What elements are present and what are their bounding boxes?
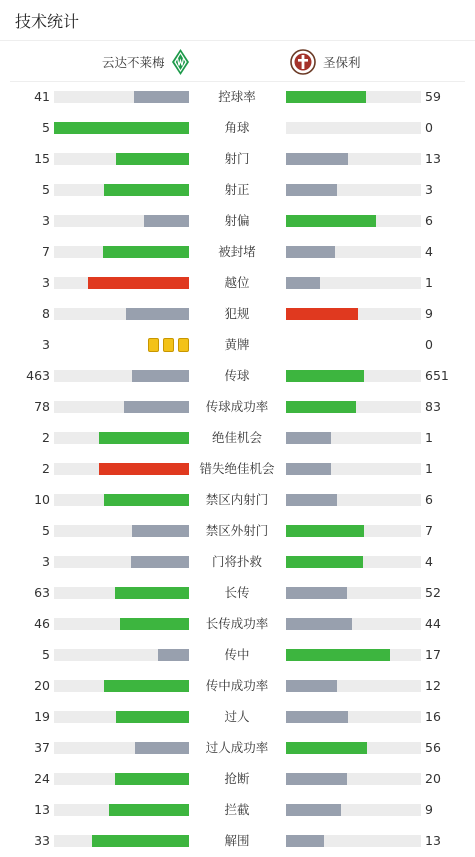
- stat-row: [0, 391, 475, 422]
- home-stat-value: 2: [42, 461, 50, 476]
- home-stat-value: 3: [42, 337, 50, 352]
- stat-label: 长传: [224, 585, 250, 600]
- away-stat-value: 13: [425, 833, 441, 848]
- home-stat-value: 41: [34, 89, 50, 104]
- away-stat-value: 651: [425, 368, 449, 383]
- home-stat-value: 37: [34, 740, 50, 755]
- away-bar-track: [286, 432, 421, 444]
- home-stat-value: 8: [42, 306, 50, 321]
- home-bar-fill: [103, 246, 189, 258]
- stat-label: 被封堵: [218, 244, 256, 259]
- away-stat-value: 17: [425, 647, 441, 662]
- home-bar-track: [54, 494, 189, 506]
- away-stat-value: 56: [425, 740, 441, 755]
- stat-row: [0, 267, 475, 298]
- away-bar-track: [286, 308, 421, 320]
- away-stat-value: 1: [425, 430, 433, 445]
- page-title: 技术统计: [15, 12, 80, 31]
- stat-row: [0, 453, 475, 484]
- home-bar-track: [54, 618, 189, 630]
- home-bar-fill: [99, 463, 189, 475]
- home-bar-track: [54, 184, 189, 196]
- home-stat-value: 15: [34, 151, 50, 166]
- home-stat-value: 78: [34, 399, 50, 414]
- stat-row: [0, 515, 475, 546]
- away-stat-value: 44: [425, 616, 441, 631]
- stat-label: 过人: [224, 709, 250, 724]
- home-bar-fill: [144, 215, 189, 227]
- stat-label: 长传成功率: [205, 616, 269, 631]
- away-bar-fill: [286, 742, 367, 754]
- stat-row: [0, 701, 475, 732]
- away-stat-value: 59: [425, 89, 441, 104]
- away-stat-value: 0: [425, 120, 433, 135]
- stat-label: 角球: [224, 120, 250, 135]
- away-bar-track: [286, 370, 421, 382]
- away-bar-fill: [286, 432, 331, 444]
- stat-label: 错失绝佳机会: [199, 461, 275, 476]
- home-bar-track: [54, 742, 189, 754]
- stat-label: 过人成功率: [205, 740, 269, 755]
- home-stat-value: 5: [42, 523, 50, 538]
- away-stat-value: 6: [425, 213, 433, 228]
- stat-row: [0, 732, 475, 763]
- home-stat-value: 3: [42, 213, 50, 228]
- home-bar-fill: [124, 401, 189, 413]
- home-bar-track: [54, 804, 189, 816]
- away-stat-value: 1: [425, 461, 433, 476]
- stat-row: [0, 546, 475, 577]
- away-stat-value: 0: [425, 337, 433, 352]
- away-bar-track: [286, 122, 421, 134]
- home-bar-fill: [104, 494, 189, 506]
- stat-label: 门将扑救: [211, 554, 262, 569]
- home-bar-fill: [134, 91, 189, 103]
- away-bar-fill: [286, 370, 364, 382]
- home-bar-fill: [132, 525, 189, 537]
- away-bar-fill: [286, 556, 363, 568]
- away-team[interactable]: [290, 41, 361, 82]
- stat-row: [0, 639, 475, 670]
- away-bar-track: [286, 463, 421, 475]
- home-bar-track: [54, 153, 189, 165]
- stat-row: [0, 577, 475, 608]
- away-bar-fill: [286, 525, 364, 537]
- stat-row: [0, 763, 475, 794]
- home-stat-value: 3: [42, 275, 50, 290]
- away-bar-track: [286, 804, 421, 816]
- away-bar-fill: [286, 308, 358, 320]
- away-bar-track: [286, 556, 421, 568]
- home-bar-fill: [135, 742, 189, 754]
- home-stat-value: 2: [42, 430, 50, 445]
- home-bar-fill: [120, 618, 189, 630]
- home-bar-fill: [158, 649, 189, 661]
- away-bar-track: [286, 742, 421, 754]
- stat-label: 禁区外射门: [205, 523, 269, 538]
- away-bar-fill: [286, 246, 335, 258]
- stat-row: [0, 794, 475, 825]
- away-bar-fill: [286, 835, 324, 847]
- home-bar-track: [54, 835, 189, 847]
- home-bar-fill: [132, 370, 189, 382]
- away-bar-fill: [286, 587, 347, 599]
- home-stat-value: 10: [34, 492, 50, 507]
- home-team[interactable]: [102, 41, 189, 82]
- home-bar-track: [54, 277, 189, 289]
- away-bar-track: [286, 215, 421, 227]
- away-bar-fill: [286, 773, 347, 785]
- stats-list: [0, 81, 475, 856]
- stat-row: [0, 205, 475, 236]
- stat-label: 绝佳机会: [211, 430, 262, 445]
- home-bar-track: [54, 308, 189, 320]
- stat-label: 抢断: [224, 771, 250, 786]
- away-bar-track: [286, 649, 421, 661]
- home-bar-fill: [116, 711, 189, 723]
- home-team-name: 云达不莱梅: [102, 54, 165, 70]
- away-stat-value: 20: [425, 771, 441, 786]
- stat-label: 黄牌: [224, 337, 250, 352]
- away-bar-track: [286, 91, 421, 103]
- home-bar-fill: [116, 153, 189, 165]
- home-bar-track: [54, 587, 189, 599]
- stat-label: 犯规: [224, 306, 250, 321]
- away-bar-track: [286, 184, 421, 196]
- stat-row: [0, 81, 475, 112]
- away-bar-track: [286, 494, 421, 506]
- home-bar-track: [54, 773, 189, 785]
- yellow-card-icon: [148, 338, 159, 352]
- st-pauli-crest-icon: [290, 49, 316, 75]
- home-bar-fill: [115, 773, 189, 785]
- home-bar-track: [54, 370, 189, 382]
- stat-row: [0, 484, 475, 515]
- home-bar-fill: [54, 122, 189, 134]
- away-stat-value: 9: [425, 306, 433, 321]
- away-stat-value: 13: [425, 151, 441, 166]
- home-stat-value: 63: [34, 585, 50, 600]
- away-bar-fill: [286, 463, 331, 475]
- home-bar-fill: [104, 680, 189, 692]
- away-stat-value: 4: [425, 554, 433, 569]
- away-bar-track: [286, 401, 421, 413]
- home-bar-track: [54, 401, 189, 413]
- home-bar-track: [54, 525, 189, 537]
- away-stat-value: 3: [425, 182, 433, 197]
- away-bar-fill: [286, 184, 337, 196]
- home-stat-value: 24: [34, 771, 50, 786]
- stat-label: 控球率: [218, 89, 256, 104]
- stat-row: [0, 825, 475, 856]
- away-stat-value: 9: [425, 802, 433, 817]
- home-yellow-cards: [148, 338, 189, 352]
- away-bar-fill: [286, 401, 356, 413]
- away-bar-track: [286, 153, 421, 165]
- away-bar-track: [286, 618, 421, 630]
- stat-row: [0, 298, 475, 329]
- away-bar-fill: [286, 215, 376, 227]
- home-bar-fill: [131, 556, 189, 568]
- home-stat-value: 5: [42, 182, 50, 197]
- away-stat-value: 83: [425, 399, 441, 414]
- away-bar-track: [286, 246, 421, 258]
- away-bar-fill: [286, 649, 390, 661]
- away-stat-value: 6: [425, 492, 433, 507]
- stat-row: [0, 670, 475, 701]
- away-bar-track: [286, 587, 421, 599]
- away-bar-fill: [286, 711, 348, 723]
- yellow-card-icon: [163, 338, 174, 352]
- stat-label: 解围: [224, 833, 250, 848]
- home-stat-value: 463: [26, 368, 50, 383]
- home-stat-value: 33: [34, 833, 50, 848]
- stat-label: 拦截: [224, 802, 250, 817]
- stat-row: [0, 112, 475, 143]
- home-stat-value: 20: [34, 678, 50, 693]
- home-bar-fill: [104, 184, 189, 196]
- home-bar-track: [54, 556, 189, 568]
- home-stat-value: 19: [34, 709, 50, 724]
- away-stat-value: 16: [425, 709, 441, 724]
- stat-label: 禁区内射门: [205, 492, 269, 507]
- away-bar-track: [286, 773, 421, 785]
- away-bar-fill: [286, 804, 341, 816]
- away-bar-track: [286, 525, 421, 537]
- home-stat-value: 46: [34, 616, 50, 631]
- home-bar-fill: [92, 835, 189, 847]
- away-bar-track: [286, 680, 421, 692]
- away-stat-value: 12: [425, 678, 441, 693]
- stat-label: 射门: [224, 151, 250, 166]
- away-team-name: 圣保利: [323, 54, 361, 70]
- stat-row: [0, 143, 475, 174]
- home-bar-fill: [88, 277, 189, 289]
- home-bar-fill: [126, 308, 189, 320]
- stat-label: 射偏: [224, 213, 250, 228]
- stat-row: [0, 329, 475, 360]
- stat-label: 传中: [224, 647, 250, 662]
- stat-row: [0, 422, 475, 453]
- away-bar-track: [286, 835, 421, 847]
- stat-label: 射正: [224, 182, 250, 197]
- home-stat-value: 3: [42, 554, 50, 569]
- home-bar-track: [54, 680, 189, 692]
- stat-label: 传中成功率: [205, 678, 269, 693]
- home-bar-fill: [109, 804, 189, 816]
- away-stat-value: 7: [425, 523, 433, 538]
- home-bar-fill: [99, 432, 189, 444]
- werder-bremen-crest-icon: [172, 49, 189, 75]
- away-bar-track: [286, 711, 421, 723]
- away-stat-value: 4: [425, 244, 433, 259]
- home-bar-track: [54, 463, 189, 475]
- home-bar-track: [54, 91, 189, 103]
- home-bar-track: [54, 215, 189, 227]
- stat-label: 传球成功率: [205, 399, 269, 414]
- stat-row: [0, 174, 475, 205]
- away-bar-fill: [286, 277, 320, 289]
- away-bar-track: [286, 277, 421, 289]
- away-bar-fill: [286, 618, 352, 630]
- home-stat-value: 5: [42, 120, 50, 135]
- away-bar-fill: [286, 91, 366, 103]
- away-stat-value: 52: [425, 585, 441, 600]
- away-bar-fill: [286, 153, 348, 165]
- away-stat-value: 1: [425, 275, 433, 290]
- home-bar-track: [54, 432, 189, 444]
- home-bar-track: [54, 649, 189, 661]
- header: [0, 0, 475, 41]
- stat-row: [0, 236, 475, 267]
- yellow-card-icon: [178, 338, 189, 352]
- home-stat-value: 13: [34, 802, 50, 817]
- team-header: [10, 41, 465, 82]
- away-bar-fill: [286, 494, 337, 506]
- stat-row: [0, 360, 475, 391]
- home-bar-track: [54, 122, 189, 134]
- away-bar-fill: [286, 680, 337, 692]
- home-bar-fill: [115, 587, 189, 599]
- stat-row: [0, 608, 475, 639]
- home-stat-value: 7: [42, 244, 50, 259]
- home-bar-track: [54, 711, 189, 723]
- stat-label: 越位: [224, 275, 250, 290]
- home-bar-track: [54, 246, 189, 258]
- stat-label: 传球: [224, 368, 250, 383]
- home-stat-value: 5: [42, 647, 50, 662]
